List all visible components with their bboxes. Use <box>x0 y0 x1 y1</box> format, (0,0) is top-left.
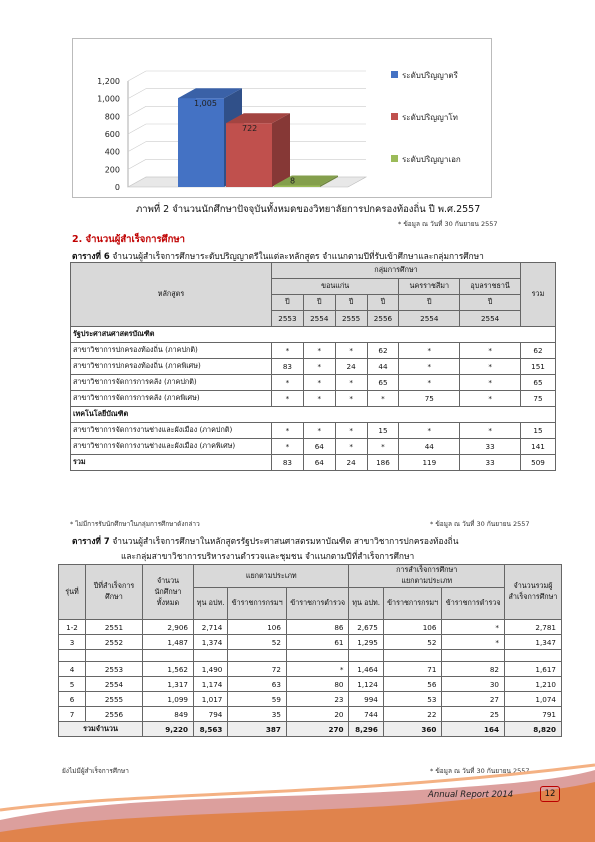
table-cell: * <box>399 423 460 439</box>
col-header-count: จำนวนนักศึกษาทั้งหมด <box>143 565 194 620</box>
table-cell: 62 <box>521 343 556 359</box>
table-cell: * <box>335 375 367 391</box>
table-cell: * <box>335 439 367 455</box>
spacer-row <box>59 650 562 662</box>
table-cell: 65 <box>521 375 556 391</box>
table-cell: 1,017 <box>194 692 228 707</box>
table-row <box>71 375 556 391</box>
table-cell: 33 <box>460 439 521 455</box>
table-cell: * <box>272 375 304 391</box>
table-cell: * <box>367 439 399 455</box>
col-header-batch: รุ่นที่ <box>59 565 86 620</box>
table-cell: * <box>367 391 399 407</box>
total-cell: 8,820 <box>505 722 562 737</box>
table-cell: 2552 <box>86 635 143 650</box>
table-cell: 1,562 <box>143 662 194 677</box>
table-cell: 2555 <box>86 692 143 707</box>
table-cell: 86 <box>286 620 349 635</box>
bar <box>274 186 320 188</box>
table-cell: 71 <box>383 662 442 677</box>
col-header-bytype: แยกตามประเภท <box>194 565 349 588</box>
table-cell: 2553 <box>86 662 143 677</box>
table-cell: 52 <box>228 635 287 650</box>
col-header-nakhon: นครราชสีมา <box>399 279 460 295</box>
total-cell: 64 <box>303 455 335 471</box>
empty-cell <box>349 650 383 662</box>
table-cell: * <box>303 423 335 439</box>
empty-cell <box>383 650 442 662</box>
program-name: สาขาวิชาการปกครองท้องถิ่น (ภาคปกติ) <box>71 343 272 359</box>
empty-cell <box>442 650 505 662</box>
empty-cell <box>143 650 194 662</box>
sub-header: ทุน อปท. <box>349 588 383 620</box>
table-cell: * <box>272 391 304 407</box>
table-cell: 2556 <box>86 707 143 722</box>
year-value: 2556 <box>367 311 399 327</box>
total-cell: 164 <box>442 722 505 737</box>
total-cell: 33 <box>460 455 521 471</box>
table-cell: 2,781 <box>505 620 562 635</box>
program-name: สาขาวิชาการจัดการงานช่างและผังเมือง (ภาคปกติ) <box>71 423 272 439</box>
total-cell: 119 <box>399 455 460 471</box>
table-cell: 75 <box>399 391 460 407</box>
total-cell: 270 <box>286 722 349 737</box>
table-cell: 64 <box>303 439 335 455</box>
sub-header: ข้าราชการตำรวจ <box>442 588 505 620</box>
table-cell: 106 <box>228 620 287 635</box>
legend-swatch <box>391 155 398 162</box>
total-label: รวม <box>71 455 272 471</box>
col-header-grad <box>349 565 505 588</box>
empty-cell <box>86 650 143 662</box>
col-header-group: กลุ่มการศึกษา <box>272 263 521 279</box>
table-cell: * <box>460 359 521 375</box>
table-cell: 44 <box>399 439 460 455</box>
y-tick-label: 1,200 <box>97 77 120 86</box>
table-cell: 1,210 <box>505 677 562 692</box>
table-cell: 1,374 <box>194 635 228 650</box>
table-cell: 151 <box>521 359 556 375</box>
data-label: 722 <box>242 124 258 134</box>
table-cell: 20 <box>286 707 349 722</box>
gridline <box>128 71 366 81</box>
program-name: สาขาวิชาการจัดการงานช่างและผังเมือง (ภาคพิเศษ) <box>71 439 272 455</box>
year-value: 2554 <box>303 311 335 327</box>
year-value: 2554 <box>460 311 521 327</box>
total-cell: 8,563 <box>194 722 228 737</box>
col-header-program: หลักสูตร <box>71 263 272 327</box>
table-cell: 2,906 <box>143 620 194 635</box>
section-title: 2. จำนวนผู้สำเร็จการศึกษา <box>72 234 185 245</box>
table6-note-left: * ไม่มีการรับนักศึกษาในกลุ่มการศึกษาดังกล่าว <box>70 520 200 528</box>
legend-swatch <box>391 71 398 78</box>
year-label: ปี <box>367 295 399 311</box>
col-header-ubon: อุบลราชธานี <box>460 279 521 295</box>
table-cell: * <box>303 375 335 391</box>
table-cell: 59 <box>228 692 287 707</box>
data-label: 1,005 <box>194 99 217 109</box>
table-cell: 30 <box>442 677 505 692</box>
table-cell: 1-2 <box>59 620 86 635</box>
table-cell: 63 <box>228 677 287 692</box>
table-cell: 2554 <box>86 677 143 692</box>
legend-label: ระดับปริญญาเอก <box>402 155 461 164</box>
table-cell: 15 <box>521 423 556 439</box>
y-tick-label: 600 <box>104 130 120 139</box>
table-cell: 994 <box>349 692 383 707</box>
table-cell: 61 <box>286 635 349 650</box>
table6 <box>70 262 556 471</box>
y-tick-label: 1,000 <box>97 94 120 104</box>
col-header-grad-line1: การสำเร็จการศึกษา <box>396 565 458 574</box>
table-cell: 2,714 <box>194 620 228 635</box>
table-cell: * <box>335 423 367 439</box>
y-tick-label: 200 <box>104 165 120 175</box>
year-label: ปี <box>399 295 460 311</box>
table-cell: 1,617 <box>505 662 562 677</box>
bar-chart <box>72 38 492 198</box>
table-cell: 794 <box>194 707 228 722</box>
group-row: รัฐประศาสนศาสตรบัณฑิต <box>71 327 556 343</box>
total-cell: 8,296 <box>349 722 383 737</box>
table-cell: * <box>272 439 304 455</box>
table-cell: 27 <box>442 692 505 707</box>
table-cell: * <box>303 343 335 359</box>
table-cell: 2,675 <box>349 620 383 635</box>
year-label: ปี <box>460 295 521 311</box>
table-row <box>71 423 556 439</box>
gridline <box>128 89 366 99</box>
program-name: สาขาวิชาการปกครองท้องถิ่น (ภาคพิเศษ) <box>71 359 272 375</box>
empty-cell <box>59 650 86 662</box>
program-name: สาขาวิชาการจัดการการคลัง (ภาคพิเศษ) <box>71 391 272 407</box>
table-cell: 1,487 <box>143 635 194 650</box>
table-cell: * <box>399 359 460 375</box>
total-row <box>59 722 562 737</box>
table-cell: 1,099 <box>143 692 194 707</box>
table-row <box>59 620 562 635</box>
table-cell: 3 <box>59 635 86 650</box>
empty-cell <box>286 650 349 662</box>
program-name: สาขาวิชาการจัดการการคลัง (ภาคปกติ) <box>71 375 272 391</box>
legend-label: ระดับปริญญาโท <box>402 113 458 122</box>
total-label: รวมจำนวน <box>59 722 143 737</box>
table7 <box>58 564 562 737</box>
table-row <box>71 359 556 375</box>
y-tick-label: 800 <box>104 112 120 122</box>
table-cell: * <box>335 343 367 359</box>
table-cell: 75 <box>521 391 556 407</box>
group-row: เทคโนโลยีบัณฑิต <box>71 407 556 423</box>
col-header-year: ปีที่สำเร็จการศึกษา <box>86 565 143 620</box>
table-cell: 4 <box>59 662 86 677</box>
col-header-total: รวม <box>521 263 556 327</box>
total-cell: 186 <box>367 455 399 471</box>
table-cell: * <box>272 343 304 359</box>
sub-header: ทุน อปท. <box>194 588 228 620</box>
table-cell: 106 <box>383 620 442 635</box>
empty-cell <box>505 650 562 662</box>
year-value: 2555 <box>335 311 367 327</box>
table-row <box>71 343 556 359</box>
table-cell: 25 <box>442 707 505 722</box>
table-row <box>59 662 562 677</box>
legend-label: ระดับปริญญาตรี <box>402 71 458 80</box>
table-row <box>59 692 562 707</box>
col-header-sum: จำนวนรวมผู้สำเร็จการศึกษา <box>505 565 562 620</box>
footer-report-label: Annual Report 2014 <box>428 790 514 800</box>
year-label: ปี <box>335 295 367 311</box>
year-value: 2553 <box>272 311 304 327</box>
table-cell: 1,347 <box>505 635 562 650</box>
table-cell: 53 <box>383 692 442 707</box>
table-row <box>71 439 556 455</box>
legend-swatch <box>391 113 398 120</box>
table-row <box>59 635 562 650</box>
table7-note-left: ยังไม่มีผู้สำเร็จการศึกษา <box>62 767 129 775</box>
table-cell: 849 <box>143 707 194 722</box>
table-cell: 22 <box>383 707 442 722</box>
total-cell: 24 <box>335 455 367 471</box>
table-cell: 6 <box>59 692 86 707</box>
table-row <box>59 707 562 722</box>
footer-swoosh-decoration <box>0 760 595 842</box>
table-cell: 52 <box>383 635 442 650</box>
table-cell: * <box>286 662 349 677</box>
bar <box>178 98 224 187</box>
figure-caption: ภาพที่ 2 จำนวนนักศึกษาปัจจุบันทั้งหมดของวิทยาลัยการปกครองท้องถิ่น ปี พ.ศ.2557 <box>136 204 481 215</box>
table6-note-right: * ข้อมูล ณ วันที่ 30 กันยายน 2557 <box>430 520 530 528</box>
total-cell: 387 <box>228 722 287 737</box>
empty-cell <box>194 650 228 662</box>
total-cell: 509 <box>521 455 556 471</box>
table-cell: 5 <box>59 677 86 692</box>
table-cell: 56 <box>383 677 442 692</box>
total-cell: 9,220 <box>143 722 194 737</box>
table-cell: * <box>460 423 521 439</box>
table-cell: * <box>303 391 335 407</box>
table-row <box>59 677 562 692</box>
table6-title: ตารางที่ 6 จำนวนผู้สำเร็จการศึกษาระดับปริญญาตรีในแต่ละหลักสูตร จำแนกตามปีที่รับเข้าศึกษาและกลุ่มการศึกษา <box>72 251 484 261</box>
table-cell: 1,490 <box>194 662 228 677</box>
table-cell: 80 <box>286 677 349 692</box>
total-row <box>71 455 556 471</box>
table-cell: 791 <box>505 707 562 722</box>
table-cell: 1,074 <box>505 692 562 707</box>
table-cell: 2551 <box>86 620 143 635</box>
table-cell: 141 <box>521 439 556 455</box>
sub-header: ข้าราชการกรมฯ <box>228 588 287 620</box>
col-header-grad-line2: แยกตามประเภท <box>401 576 453 585</box>
table-cell: * <box>442 635 505 650</box>
table-cell: 62 <box>367 343 399 359</box>
year-value: 2554 <box>399 311 460 327</box>
empty-cell <box>228 650 287 662</box>
sub-header: ข้าราชการกรมฯ <box>383 588 442 620</box>
table-cell: * <box>335 391 367 407</box>
table-cell: * <box>272 423 304 439</box>
table-cell: * <box>460 375 521 391</box>
y-tick-label: 0 <box>114 183 120 192</box>
table-cell: 82 <box>442 662 505 677</box>
total-cell: 360 <box>383 722 442 737</box>
table6-group1-body <box>71 343 556 407</box>
bar-side <box>272 113 290 187</box>
table-cell: 1,464 <box>349 662 383 677</box>
y-tick-label: 400 <box>104 147 120 157</box>
table-cell: 744 <box>349 707 383 722</box>
table-cell: 1,295 <box>349 635 383 650</box>
chart-canvas <box>73 39 491 197</box>
sub-header: ข้าราชการตำรวจ <box>286 588 349 620</box>
data-label: 8 <box>290 176 296 186</box>
table-cell: 24 <box>335 359 367 375</box>
table7-note-right: * ข้อมูล ณ วันที่ 30 กันยายน 2557 <box>430 767 530 775</box>
table-cell: * <box>460 343 521 359</box>
table-cell: 72 <box>228 662 287 677</box>
table-cell: 15 <box>367 423 399 439</box>
table-cell: 1,174 <box>194 677 228 692</box>
table-cell: 23 <box>286 692 349 707</box>
table-cell: 7 <box>59 707 86 722</box>
table-cell: 83 <box>272 359 304 375</box>
year-label: ปี <box>303 295 335 311</box>
total-cell: 83 <box>272 455 304 471</box>
table-row <box>71 391 556 407</box>
table-cell: 1,124 <box>349 677 383 692</box>
table6-group2-body <box>71 423 556 455</box>
table7-title: ตารางที่ 7 จำนวนผู้สำเร็จการศึกษาในหลักสูตรรัฐประศาสนศาสตรมหาบัณฑิต สาขาวิชาการปกครองท้องถิ่น <box>72 536 459 546</box>
table-cell: 35 <box>228 707 287 722</box>
page-number: 12 <box>540 786 560 802</box>
table-cell: 65 <box>367 375 399 391</box>
figure-source-note: * ข้อมูล ณ วันที่ 30 กันยายน 2557 <box>398 220 498 228</box>
table-cell: * <box>399 375 460 391</box>
year-label: ปี <box>272 295 304 311</box>
table-cell: * <box>399 343 460 359</box>
table-cell: * <box>460 391 521 407</box>
table7-title-line2: และกลุ่มสาขาวิชาการบริหารงานตำรวจและชุมชน จำแนกตามปีที่สำเร็จการศึกษา <box>121 551 415 561</box>
table-cell: 1,317 <box>143 677 194 692</box>
table-cell: * <box>442 620 505 635</box>
table7-body <box>59 620 562 722</box>
col-header-khonkaen: ขอนแก่น <box>272 279 399 295</box>
table-cell: * <box>303 359 335 375</box>
table-cell: 44 <box>367 359 399 375</box>
